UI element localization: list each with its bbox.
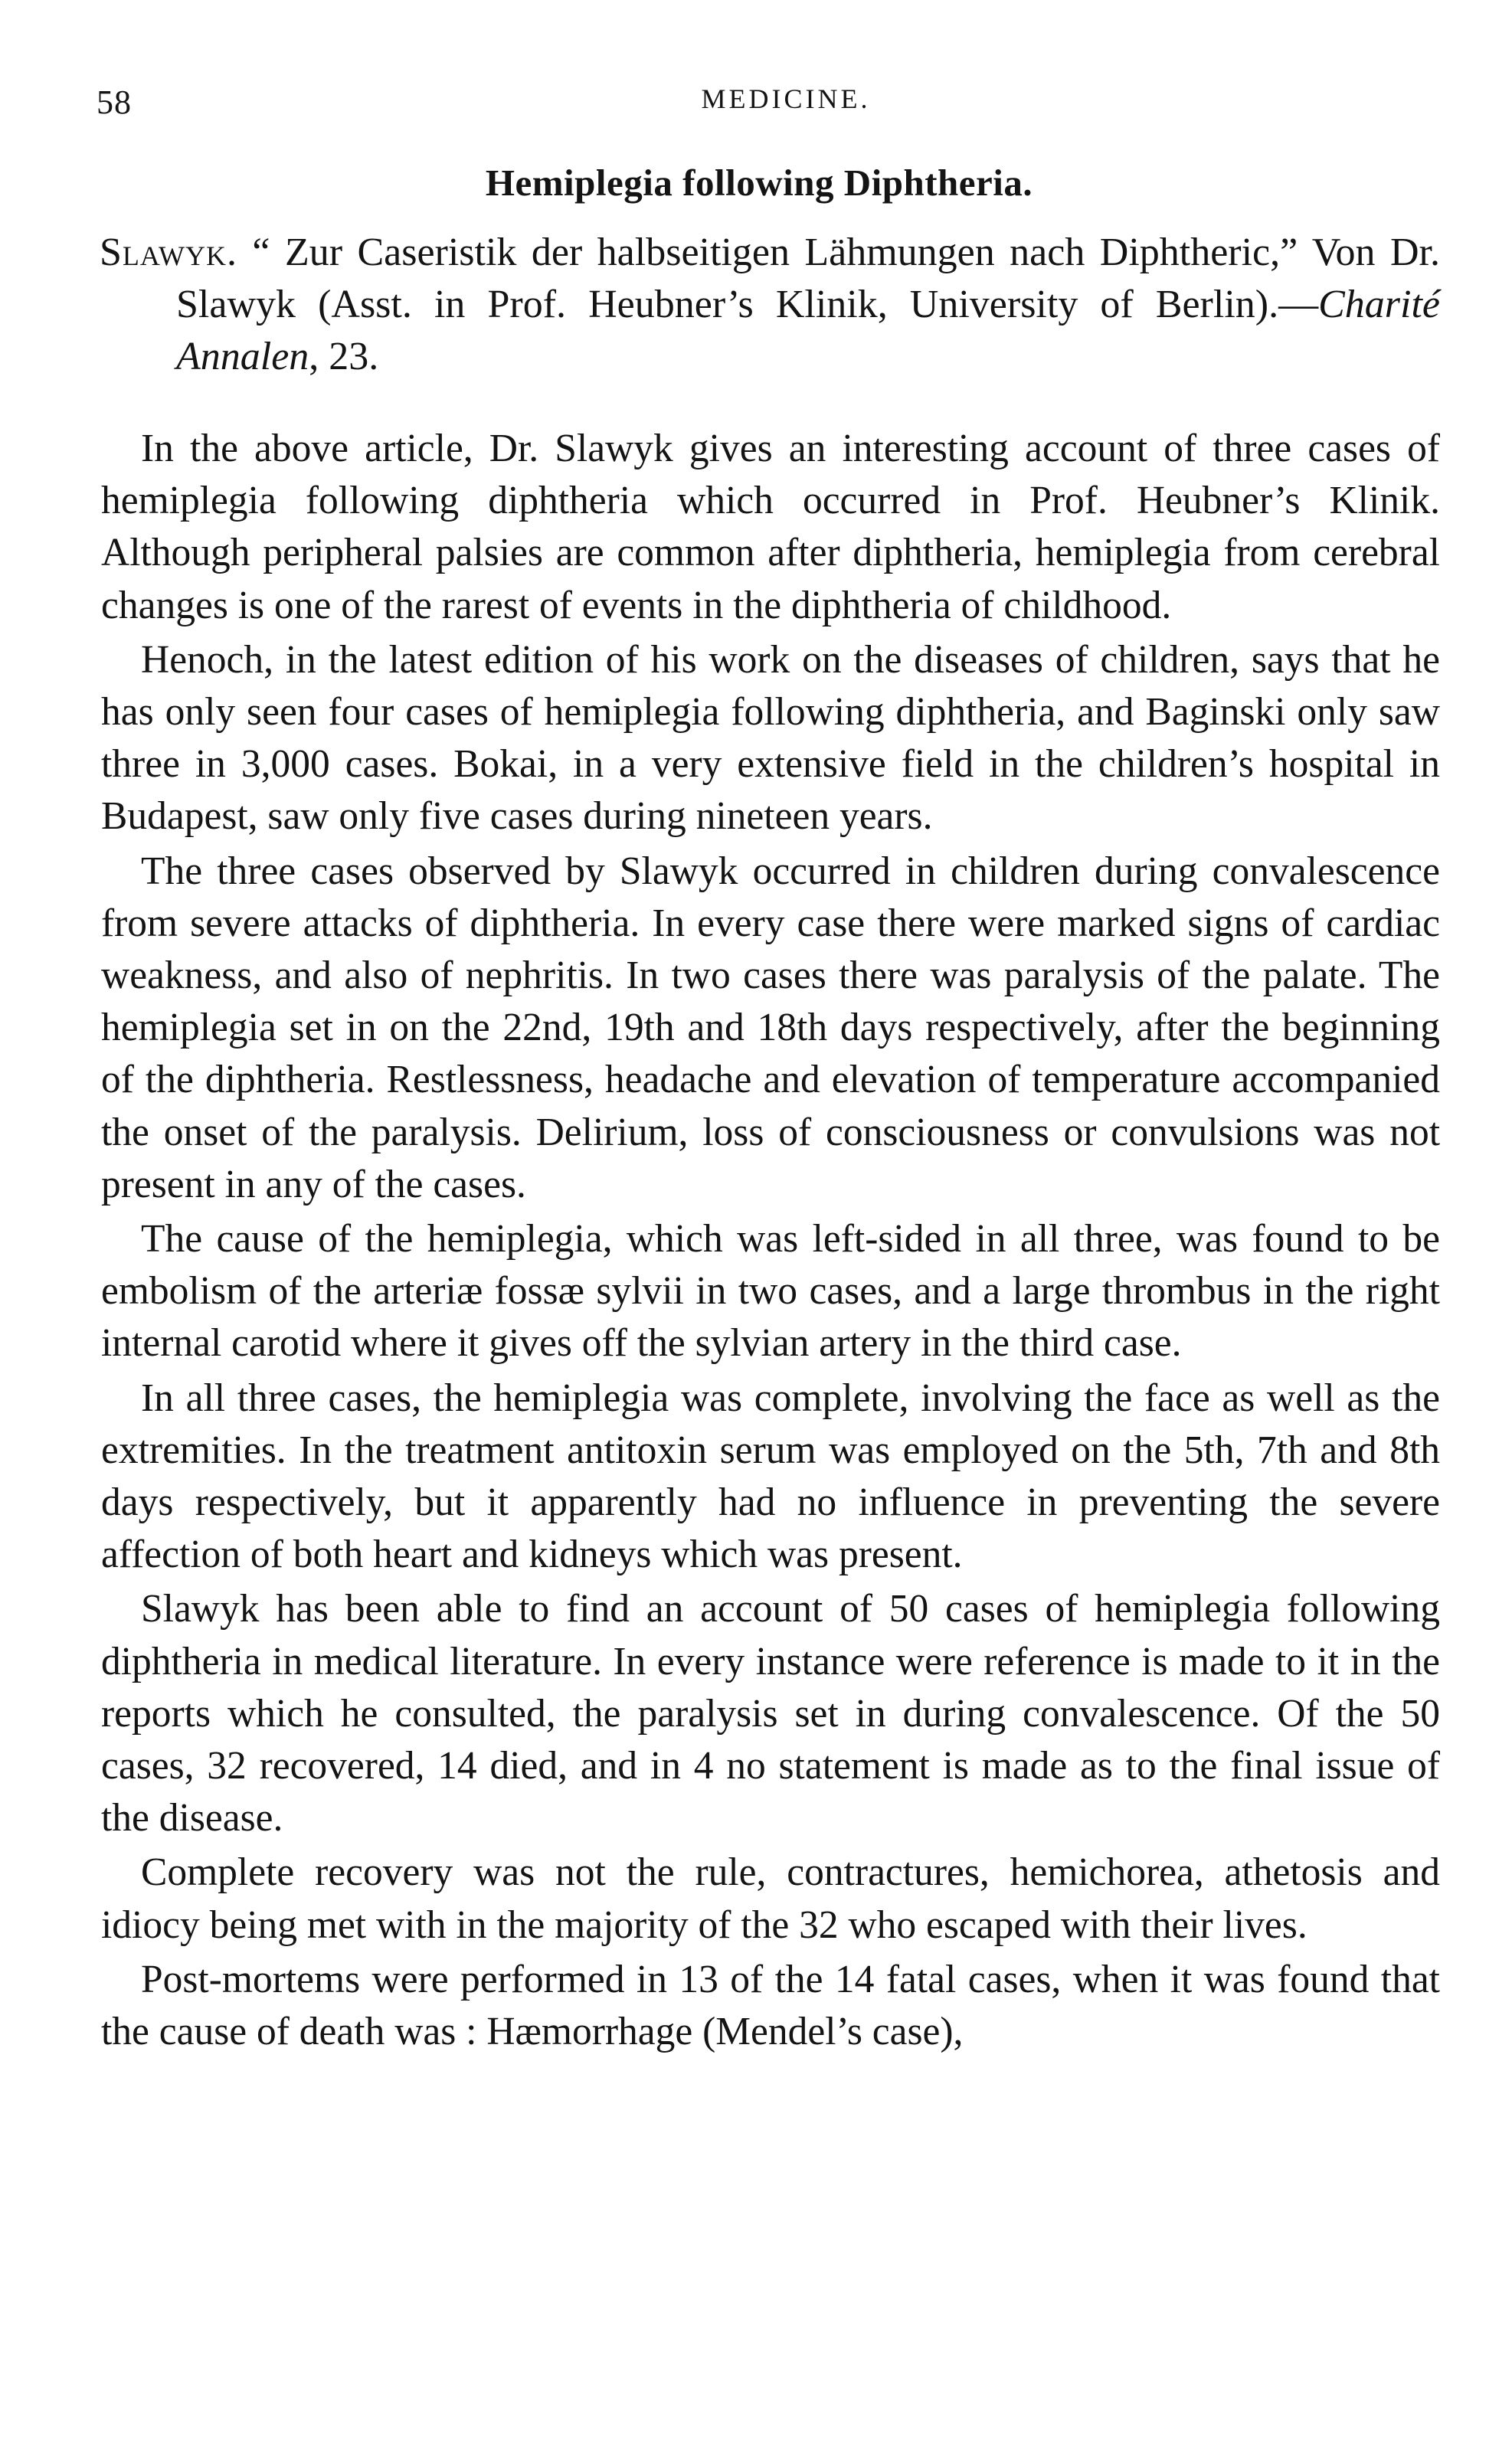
paragraph: Complete recovery was not the rule, contractures, hemichorea, athetosis and idiocy being met with in the majority of the 32 who escaped with their lives. xyxy=(101,1850,1440,1947)
body-text xyxy=(101,423,1440,2058)
page-number: 58 xyxy=(97,83,132,121)
paragraph: The three cases observed by Slawyk occurred in children during convalescence from severe attacks of diphtheria. In every case there were marked signs of cardiac weakness, and also of nephritis. In two cases there was paralysis of the palate. The hemiplegia set in on the 22nd, 19th and 18th days respectively, after the beginning of the diphtheria. Restlessness, headache and elevation of temperature accompanied the onset of the paralysis. Delirium, loss of consciousness or convulsions was not present in any of the cases. xyxy=(101,849,1440,1206)
citation-author: Slawyk. xyxy=(100,231,237,274)
paragraph: In the above article, Dr. Slawyk gives an interesting account of three cases of hemiplegia following diphtheria which occurred in Prof. Heubner’s Klinik. Although peripheral palsies are common after diphtheria, hemiplegia from cerebral changes is one of the rarest of events in the diphtheria of childhood. xyxy=(101,427,1440,627)
paragraph: Henoch, in the latest edition of his work on the diseases of children, says that he has only seen four cases of hemiplegia following diphtheria, and Baginski only saw three in 3,000 cases. Bokai, in a very extensive field in the children’s hospital in Budapest, saw only five cases during nineteen years. xyxy=(101,637,1440,839)
citation-text: “ Zur Caseristik der halbseitigen Lähmungen nach Diphtheric,” Von Dr. Slawyk (Asst. in Prof. Heubner’s Klinik, University of Berlin).— xyxy=(176,231,1440,326)
paragraph: Post-mortems were performed in 13 of the 14 fatal cases, when it was found that the cause of death was : Hæmorrhage (Mendel’s case), xyxy=(101,1957,1440,2054)
paragraph: Slawyk has been able to find an account of 50 cases of hemiplegia following diphtheria in medical literature. In every instance were reference is made to it in the reports which he consulted, the paralysis set in during convalescence. Of the 50 cases, 32 recovered, 14 died, and in 4 no statement is made as to the final issue of the disease. xyxy=(101,1587,1440,1840)
paragraph: In all three cases, the hemiplegia was complete, involving the face as well as the extremities. In the treatment antitoxin serum was employed on the 5th, 7th and 8th days respectively, but it apparently had no influence in preventing the severe affection of both heart and kidneys which was present. xyxy=(101,1376,1440,1577)
running-head xyxy=(97,83,1445,129)
running-title: MEDICINE. xyxy=(701,83,871,114)
citation-journal: Charité Annalen xyxy=(176,283,1440,378)
citation-volume: , 23. xyxy=(309,335,379,378)
paragraph: The cause of the hemiplegia, which was left-sided in all three, was found to be embolism of the arteriæ fossæ sylvii in two cases, and a large thrombus in the right internal carotid where it gives off the sylvian artery in the third case. xyxy=(101,1217,1440,1366)
section-title: Hemiplegia following Diphtheria. xyxy=(485,162,1033,204)
citation xyxy=(100,227,1440,383)
